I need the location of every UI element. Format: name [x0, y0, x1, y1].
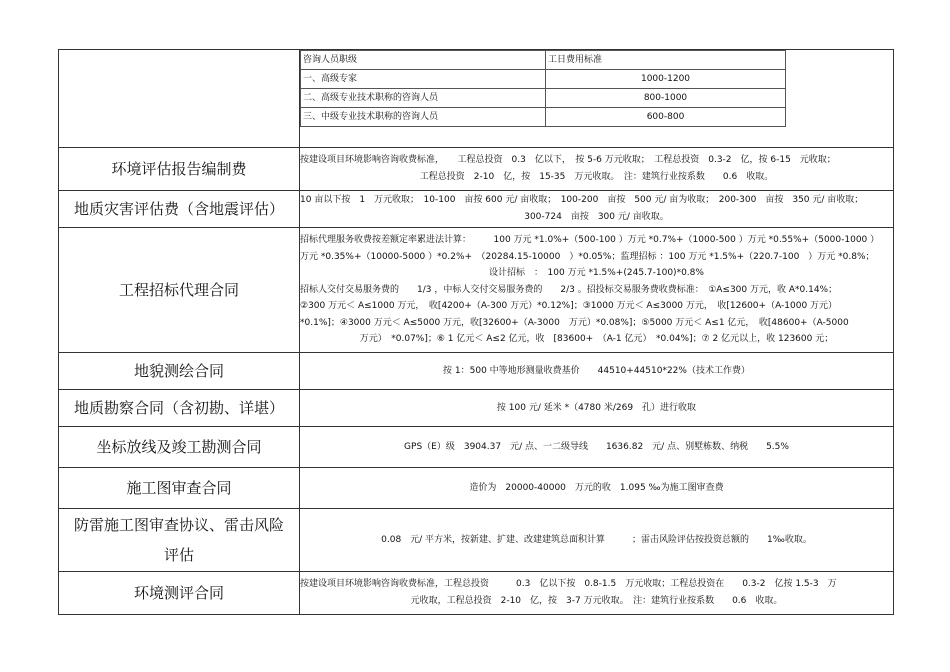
row-content [300, 50, 894, 148]
table-row [59, 509, 894, 572]
table-row [59, 427, 894, 468]
content-line: 按建设项目环境影响咨询收费标准， 工程总投资 0.3 亿以下， 按 5-6 万元收取； 工程总投资 0.3-2 亿，按 6-15 元收取； [300, 155, 836, 165]
table-row [301, 70, 786, 89]
table-row [59, 390, 894, 427]
content-line: 万元 *0.35%+（10000-5000 ）*0.2%+ （20284.15-10000 ）*0.05%；监理招标 ：100 万元 *1.5%+（220.7-100 ）万元 *0.8%； [300, 251, 875, 262]
content-line: 工程总投资 2-10 亿，按 15-35 万元收取。 注：建筑行业按系数 0.6 收取。 [419, 172, 774, 182]
row-label: 地质灾害评估费（含地震评估） [59, 191, 300, 228]
level-header: 咨询人员职级 [301, 51, 546, 70]
row-label: 环境测评合同 [59, 572, 300, 615]
row-content [300, 228, 894, 353]
fee-header: 工日费用标准 [546, 51, 786, 70]
content-line: 元收取，工程总投资 2-10 亿，按 3-7 万元收取。 注：建筑行业按系数 0.6 收取。 [410, 596, 783, 606]
content-line: 300-724 亩按 300 元/ 亩收取。 [524, 212, 669, 222]
row-label-line: 防雷施工图审查协议、雷击风险 [73, 516, 284, 534]
row-label: 坐标放线及竣工勘测合同 [59, 427, 300, 468]
row-label-line: 评估 [163, 546, 194, 564]
content-line: 设计招标 ： 100 万元 *1.5%+(245.7-100)*0.8% [489, 268, 704, 279]
table-row [301, 108, 786, 127]
consult-fee-table [300, 50, 786, 127]
row-label: 工程招标代理合同 [59, 228, 300, 353]
row-content [300, 509, 894, 572]
content-line: GPS（E）级 3904.37 元/ 点、一二级导线 1636.82 元/ 点、别墅栋数、纳税 5.5% [404, 441, 789, 452]
row-content [300, 572, 894, 615]
table-row [59, 228, 894, 353]
level-cell: 一、高级专家 [301, 70, 546, 89]
table-row [59, 50, 894, 148]
content-line: 按 1：500 中等地形测量收费基价 44510+44510*22%（技术工作费） [443, 365, 750, 376]
table-row [59, 148, 894, 191]
row-content [300, 148, 894, 191]
fee-cell: 800-1000 [546, 89, 786, 108]
row-label-empty [59, 50, 300, 148]
content-line: 10 亩以下按 1 万元收取； 10-100 亩按 600 元/ 亩收取； 100-200 亩按 500 元/ 亩为收取； 200-300 亩按 350 元/ 亩收取； [300, 195, 864, 205]
row-content [300, 191, 894, 228]
table-row [59, 191, 894, 228]
row-label: 地质勘察合同（含初勘、详堪） [59, 390, 300, 427]
content-line: 按建设项目环境影响咨询收费标准，工程总投资 0.3 亿以下按 0.8-1.5 万元收取；工程总投资在 0.3-2 亿按 1.5-3 万 [300, 579, 837, 589]
fee-table [58, 49, 894, 615]
content-line: 招标人交付交易服务费的 1/3 ，中标人交付交易服务费的 2/3 。招投标交易服务费收费标准： ①A≤300 万元，收 A*0.14%； [300, 284, 838, 295]
content-line: 按 100 元/ 延米 *（4780 米/269 孔）进行收取 [496, 402, 697, 413]
content-line: 造价为 20000-40000 万元的收 1.095 ‰为施工图审查费 [469, 482, 724, 493]
content-line: 0.08 元/ 平方米，按新建、扩建、改建建筑总面积计算 ；雷击风险评估按投资总额的 1‰收取。 [381, 534, 812, 545]
row-content [300, 390, 894, 427]
content-line: ②300 万元＜ A≤1000 万元， 收[4200+（A-300 万元）*0.12%]；③1000 万元＜ A≤3000 万元， 收[12600+（A-1000 万元） [300, 301, 838, 312]
row-label: 地貌测绘合同 [59, 353, 300, 390]
content-line: 万元） *0.07%]；⑥ 1 亿元＜ A≤2 亿元，收 [83600+ （A-1 亿元） *0.04%]；⑦ 2 亿元以上，收 123600 元； [359, 334, 834, 345]
table-row [59, 353, 894, 390]
row-label [59, 509, 300, 572]
row-label: 施工图审查合同 [59, 468, 300, 509]
row-content [300, 427, 894, 468]
row-content [300, 468, 894, 509]
fee-cell: 1000-1200 [546, 70, 786, 89]
table-row [59, 572, 894, 615]
content-line: 招标代理服务收费按差额定率累进法计算： 100 万元 *1.0%+（500-100 ）万元 *0.7%+（1000-500 ）万元 *0.55%+（5000-1000 ） [300, 235, 880, 246]
fee-cell: 600-800 [546, 108, 786, 127]
row-content [300, 353, 894, 390]
table-row [301, 89, 786, 108]
table-row [59, 468, 894, 509]
level-cell: 三、中级专业技术职称的咨询人员 [301, 108, 546, 127]
level-cell: 二、高级专业技术职称的咨询人员 [301, 89, 546, 108]
content-line: *0.1%]；④3000 万元＜ A≤5000 万元，收[32600+（A-3000 万元）*0.08%]；⑤5000 万元＜ A≤1 亿元， 收[48600+（A-5000 [300, 317, 849, 328]
row-label: 环境评估报告编制费 [59, 148, 300, 191]
table-row [301, 51, 786, 70]
